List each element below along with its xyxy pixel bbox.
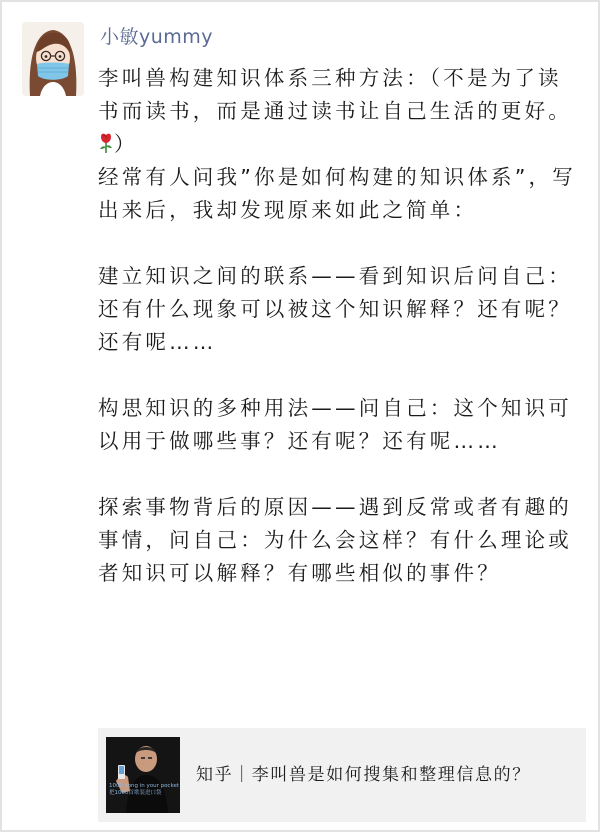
link-title[interactable]: 知乎｜李叫兽是如何搜集和整理信息的？ [196,765,531,785]
username[interactable]: 小敏yummy [100,26,214,48]
post-paragraph-title [98,62,584,161]
post-text-segment: ） [114,132,138,156]
thumbnail-caption: 1000 song in your pocket 把1000首歌装进口袋 [109,783,179,796]
post-text-segment: 李叫兽构建知识体系三种方法：（不是为了读书而读书，而是通过读书让自己生活的更好。 [98,66,572,123]
avatar[interactable] [22,22,84,96]
post-paragraph-method-1: 建立知识之间的联系——看到知识后问自己：还有什么现象可以被这个知识解释？还有呢？还有呢…… [98,264,572,354]
rose-icon [98,131,114,153]
presenter-image [106,737,180,813]
link-thumbnail [106,737,180,813]
post-paragraph-method-2: 构思知识的多种用法——问自己：这个知识可以用于做哪些事？还有呢？还有呢…… [98,396,572,453]
avatar-illustration [22,22,84,96]
post-paragraph-intro: 经常有人问我”你是如何构建的知识体系”，写出来后，我却发现原来如此之简单： [98,165,576,222]
shared-link-card[interactable] [98,728,586,822]
post-text [98,62,584,590]
post-paragraph-method-3: 探索事物背后的原因——遇到反常或者有趣的事情，问自己：为什么会这样？有什么理论或者知识可以解释？有哪些相似的事件？ [98,495,572,585]
